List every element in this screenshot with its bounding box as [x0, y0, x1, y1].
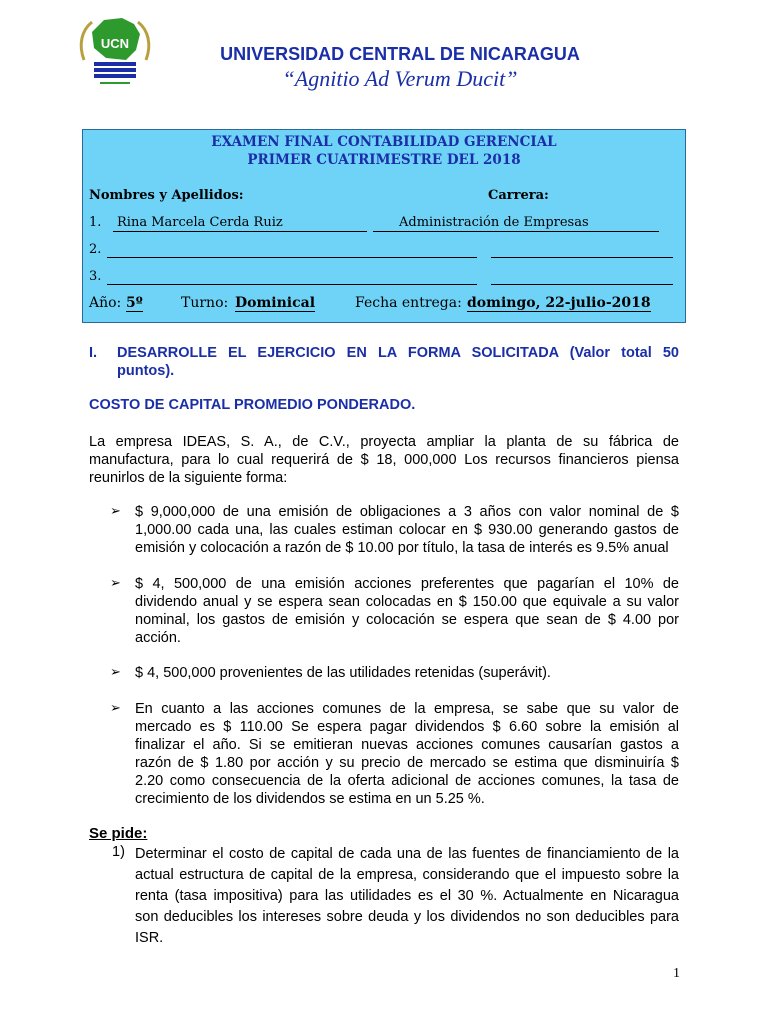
pide-line: renta (tasa impositiva) para las utilidades es el 30 %. Actualmente en Nicaragua: [135, 888, 679, 904]
shift-label: Turno:: [181, 295, 229, 311]
bullet-line: mercado es $ 110.00 Se espera pagar dividendos $ 6.60 sobre la emisión al: [135, 719, 679, 735]
row3-number: 3.: [89, 269, 102, 284]
arrow-bullet-icon: ➢: [110, 700, 121, 715]
university-motto: “Agnitio Ad Verum Ducit”: [282, 66, 518, 91]
bullet-line: emisión y colocación a razón de $ 10.00 por título, la tasa de interés es 9.5% anual: [135, 540, 669, 556]
pide-line: actual estructura de capital de la empresa, considerando que el impuesto sobre la: [135, 867, 679, 883]
pide-item-number: 1): [112, 844, 125, 860]
student-career-1: Administración de Empresas: [399, 215, 589, 230]
exam-subtitle: PRIMER CUATRIMESTRE DEL 2018: [247, 152, 521, 168]
bullet-line: finalizar el año. Si se emitieran nuevas acciones comunes causarían gastos a: [135, 737, 679, 753]
bullet-line: acción.: [135, 630, 181, 646]
section-subheading: COSTO DE CAPITAL PROMEDIO PONDERADO.: [89, 397, 416, 413]
bullet-line: $ 4, 500,000 provenientes de las utilidades retenidas (superávit).: [135, 665, 551, 681]
intro-line: reunirlos de la siguiente forma:: [89, 470, 288, 486]
career-line-2: [491, 257, 673, 258]
se-pide-label: Se pide:: [89, 825, 148, 842]
page-number: 1: [673, 966, 680, 981]
university-logo: [76, 14, 154, 94]
bullet-line: $ 4, 500,000 de una emisión acciones preferentes que pagarían el 10% de: [135, 576, 679, 592]
name-line-3: [107, 284, 477, 285]
delivery-value: domingo, 22-julio-2018: [467, 295, 651, 311]
arrow-bullet-icon: ➢: [110, 503, 121, 518]
career-line-1: [373, 231, 659, 232]
bullet-line: dividendo anual y se espera sean colocadas en $ 150.00 que equivale a su valor: [135, 594, 679, 610]
row1-number: 1.: [89, 215, 102, 230]
pide-line: ISR.: [135, 930, 164, 946]
university-name: UNIVERSIDAD CENTRAL DE NICARAGUA: [220, 44, 580, 64]
intro-line: manufactura, para lo cual requerirá de $ 18, 000,000 Los recursos financieros piensa: [89, 452, 679, 468]
delivery-label: Fecha entrega:: [355, 295, 462, 311]
name-line-1: [113, 231, 367, 232]
row2-number: 2.: [89, 242, 102, 257]
pide-line: Determinar el costo de capital de cada una de las fuentes de financiamiento de la: [135, 846, 679, 862]
student-name-1: Rina Marcela Cerda Ruiz: [117, 215, 283, 230]
bullet-line: $ 9,000,000 de una emisión de obligaciones a 3 años con valor nominal de $: [135, 504, 679, 520]
section-heading-line2: puntos).: [117, 363, 175, 379]
exam-info-box: [82, 129, 686, 323]
intro-line: La empresa IDEAS, S. A., de C.V., proyecta ampliar la planta de su fábrica de: [89, 434, 679, 450]
career-line-3: [491, 284, 673, 285]
shift-value: Dominical: [235, 295, 316, 311]
section-heading-line1: DESARROLLE EL EJERCICIO EN LA FORMA SOLICITADA (Valor total 50: [117, 345, 679, 361]
year-label: Año:: [89, 295, 122, 311]
svg-text:UCN: UCN: [100, 36, 130, 51]
arrow-bullet-icon: ➢: [110, 664, 121, 679]
bullet-line: En cuanto a las acciones comunes de la empresa, se sabe que su valor de: [135, 701, 679, 717]
bullet-line: razón de $ 1.80 por acción y su precio de mercado se estima que disminuiría $: [135, 755, 679, 771]
exam-title: EXAMEN FINAL CONTABILIDAD GERENCIAL: [211, 134, 557, 150]
arrow-bullet-icon: ➢: [110, 575, 121, 590]
bullet-line: nominal, los gastos de emisión y colocación se espera que sean de $ 4.00 por: [135, 612, 679, 628]
year-value: 5º: [126, 295, 143, 311]
career-label: Carrera:: [488, 188, 549, 203]
bullet-line: crecimiento de los dividendos se estima en un 5.25 %.: [135, 791, 485, 807]
name-line-2: [107, 257, 477, 258]
bullet-line: 2.20 como consecuencia de la oferta adicional de acciones comunes, la tasa de: [135, 773, 679, 789]
pide-line: son deducibles los intereses sobre deuda y los dividendos no son deducibles para: [135, 909, 679, 925]
names-label: Nombres y Apellidos:: [89, 188, 244, 203]
bullet-line: 1,000.00 cada una, las cuales estiman colocar en $ 930.00 generando gastos de: [135, 522, 679, 538]
section-roman: I.: [89, 345, 98, 361]
